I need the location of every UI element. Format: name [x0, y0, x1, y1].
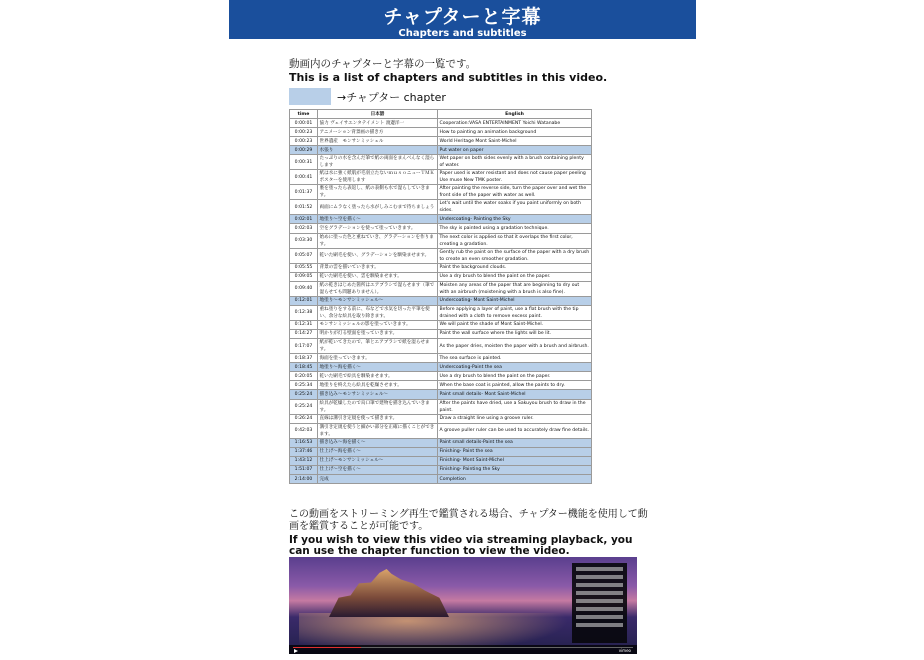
cell-time: 0:25:24	[290, 399, 318, 414]
cell-time: 0:03:30	[290, 233, 318, 248]
chapter-menu-item[interactable]	[576, 599, 623, 603]
cell-time: 0:14:27	[290, 329, 318, 338]
chapter-menu-item[interactable]	[576, 583, 623, 587]
cell-jp: 仕上げ～海を描く～	[318, 447, 438, 456]
header-time: time	[290, 110, 318, 119]
cell-en: Moisten any areas of the paper that are beginning to dry out with an airbrush (moistening with a brush is also fine).	[438, 281, 592, 296]
cell-en: Undercoating- Painting the Sky	[438, 215, 592, 224]
cell-en: When the base coat is painted, allow the paints to dry.	[438, 381, 592, 390]
cell-time: 1:37:46	[290, 447, 318, 456]
cell-jp: 直線は溝引き定規を使って描きます。	[318, 414, 438, 423]
chapter-legend-label: →チャプター chapter	[337, 90, 446, 104]
subtitle-row	[290, 200, 592, 215]
cell-time: 0:09:05	[290, 272, 318, 281]
cell-en: The next color is applied so that it overlaps the first color, creating a gradation.	[438, 233, 592, 248]
cell-jp: 両面にムラなく塗ったら水がしみこむまで待ちましょう	[318, 200, 438, 215]
cell-jp: 紙が乾いてきたので、筆とエアブラシで紙を湿らせます。	[318, 339, 438, 354]
chapter-row	[290, 447, 592, 456]
subtitle-row	[290, 128, 592, 137]
page-title-jp: チャプターと字幕	[383, 6, 542, 28]
cell-time: 1:51:07	[290, 465, 318, 474]
cell-en: Cooperation:VASA ENTERTAINMENT Yoichi Watanabe	[438, 119, 592, 128]
subtitle-row	[290, 339, 592, 354]
table-header-row	[290, 110, 592, 119]
chapter-row	[290, 465, 592, 474]
subtitle-row	[290, 137, 592, 146]
cell-time: 0:42:03	[290, 423, 318, 438]
chapter-menu-item[interactable]	[576, 591, 623, 595]
subtitle-row	[290, 248, 592, 263]
cell-time: 2:14:00	[290, 474, 318, 483]
subtitle-row	[290, 119, 592, 128]
cell-time: 0:20:05	[290, 372, 318, 381]
cell-en: Gently rub the paint on the surface of the paper with a dry brush to create an even smoother gradation.	[438, 248, 592, 263]
cell-en: Put water on paper	[438, 146, 592, 155]
cell-en: The sky is painted using a gradation technique.	[438, 224, 592, 233]
cell-time: 0:25:34	[290, 381, 318, 390]
cell-jp: モンサンミッシェルの影を塗っていきます。	[318, 320, 438, 329]
subtitle-row	[290, 272, 592, 281]
chapter-menu-item[interactable]	[576, 615, 623, 619]
cell-en: Finishing- Painting the Sky	[438, 465, 592, 474]
cell-en: After painting the reverse side, turn the paper over and wet the front side of the paper with water as well.	[438, 185, 592, 200]
cell-jp: 裏を塗ったら表返し、紙の表側も水で湿らしていきます。	[318, 185, 438, 200]
cell-jp: たっぷりの水を含んだ筆で紙の両面をまんべんなく湿らします	[318, 155, 438, 170]
cell-en: Completion	[438, 474, 592, 483]
cell-time: 0:26:24	[290, 414, 318, 423]
cell-jp: 仕上げ～空を描く～	[318, 465, 438, 474]
cell-time: 0:00:01	[290, 119, 318, 128]
cell-en: Finishing- Paint the sea	[438, 447, 592, 456]
cell-en: Undercoating-Paint the sea	[438, 363, 592, 372]
subtitle-row	[290, 170, 592, 185]
progress-bar[interactable]	[293, 647, 633, 649]
cell-time: 0:25:24	[290, 390, 318, 399]
chapter-row	[290, 363, 592, 372]
cell-en: Use a dry brush to blend the paint on the paper.	[438, 372, 592, 381]
header-japanese: 日本語	[318, 110, 438, 119]
cell-time: 1:16:53	[290, 438, 318, 447]
chapter-table	[289, 109, 592, 484]
chapter-legend	[289, 88, 446, 105]
chapter-menu-item[interactable]	[576, 575, 623, 579]
subtitle-row	[290, 423, 592, 438]
cell-en: Paint the wall surface where the lights will be lit.	[438, 329, 592, 338]
cell-jp: 重ね塗りをする前に、布などで水気を切った平筆を使い、余分な絵具を取り除きます。	[318, 305, 438, 320]
cell-time: 0:18:37	[290, 354, 318, 363]
cell-en: Finishing- Mont Saint-Michel	[438, 456, 592, 465]
cell-en: World Heritage Mont Saint-Michel	[438, 137, 592, 146]
subtitle-row	[290, 155, 592, 170]
chapter-row	[290, 456, 592, 465]
cell-jp: 地塗り～モンサンミッシェル～	[318, 296, 438, 305]
cell-jp: 紙の乾きはじめた箇所はエアブラシで湿らせます（筆で湿らせても問題ありません）。	[318, 281, 438, 296]
subtitle-row	[290, 354, 592, 363]
cell-time: 0:09:40	[290, 281, 318, 296]
progress-fill	[293, 647, 361, 649]
note-jp: この動画をストリーミング再生で鑑賞される場合、チャプター機能を使用して動画を鑑賞することが可能です。	[289, 509, 648, 532]
chapter-row	[290, 438, 592, 447]
cell-jp: 完成	[318, 474, 438, 483]
cell-jp: 描き込み～海を描く～	[318, 438, 438, 447]
cell-time: 0:02:03	[290, 224, 318, 233]
subtitle-row	[290, 263, 592, 272]
cell-jp: 地塗りを終えたら絵具を乾燥させます。	[318, 381, 438, 390]
cell-en: Wet paper on both sides evenly with a brush containing plenty of water.	[438, 155, 592, 170]
subtitle-row	[290, 185, 592, 200]
chapter-menu-item[interactable]	[576, 567, 623, 571]
chapter-menu-item[interactable]	[576, 623, 623, 627]
cell-en: Draw a straight line using a groove ruler.	[438, 414, 592, 423]
cell-jp: 乾いた刷毛を使い、雲を馴染ませます。	[318, 272, 438, 281]
cell-jp: 空をグラデーションを使って塗っていきます。	[318, 224, 438, 233]
cell-en: How to painting an animation background	[438, 128, 592, 137]
cell-jp: 地塗り～海を描く～	[318, 363, 438, 372]
cell-time: 0:00:23	[290, 128, 318, 137]
cell-time: 0:12:01	[290, 296, 318, 305]
cell-time: 0:05:07	[290, 248, 318, 263]
note-en: If you wish to view this video via streaming playback, you can use the chapter function to view the video.	[289, 534, 633, 557]
cell-en: Let's wait until the water soaks if you paint uniformly on both sides.	[438, 200, 592, 215]
cell-time: 0:01:37	[290, 185, 318, 200]
subtitle-row	[290, 381, 592, 390]
cell-en: Before applying a layer of paint, use a flat brush with the tip drained with a cloth to remove excess paint.	[438, 305, 592, 320]
chapter-row	[290, 296, 592, 305]
cell-time: 0:01:52	[290, 200, 318, 215]
cell-en: The sea surface is painted.	[438, 354, 592, 363]
subtitle-row	[290, 224, 592, 233]
cell-jp: アニメーション背景画の描き方	[318, 128, 438, 137]
cell-time: 0:00:31	[290, 155, 318, 170]
cell-jp: 紙は水に強く紙肌が毛羽立たないｍｕｓｏニューＴＭＫポスターを使用します	[318, 170, 438, 185]
video-player-screenshot[interactable]	[289, 557, 637, 654]
cell-en: Paint small details- Mont Saint-Michel	[438, 390, 592, 399]
cell-jp: 世界遺産 モンサンミッシェル	[318, 137, 438, 146]
streaming-note	[289, 509, 649, 557]
subtitle-row	[290, 281, 592, 296]
cell-time: 0:18:45	[290, 363, 318, 372]
intro-text	[289, 58, 649, 84]
cell-en: Paper used is water resistant and does not cause paper peeling Use muse New TMK poster.	[438, 170, 592, 185]
intro-en: This is a list of chapters and subtitles in this video.	[289, 71, 608, 84]
mont-saint-michel-painting	[329, 569, 449, 617]
cell-jp: 協力 ヴェイサエンタテイメント 渡邊洋一	[318, 119, 438, 128]
cell-en: We will paint the shade of Mont Saint-Michel.	[438, 320, 592, 329]
cell-jp: 水張り	[318, 146, 438, 155]
intro-jp: 動画内のチャプターと字幕の一覧です。	[289, 58, 477, 70]
chapter-row	[290, 146, 592, 155]
header-english: English	[438, 110, 592, 119]
page-title-en: Chapters and subtitles	[398, 28, 527, 39]
chapter-menu-item[interactable]	[576, 607, 623, 611]
cell-time: 1:43:12	[290, 456, 318, 465]
cell-time: 0:00:29	[290, 146, 318, 155]
cell-jp: 始めに塗った色と重ねていき、グラデーションを作ります。	[318, 233, 438, 248]
cell-time: 0:05:55	[290, 263, 318, 272]
cell-en: As the paper dries, moisten the paper with a brush and airbrush.	[438, 339, 592, 354]
subtitle-row	[290, 414, 592, 423]
chapter-color-swatch	[289, 88, 331, 105]
cell-en: Undercoating- Mont Saint-Michel	[438, 296, 592, 305]
chapter-row	[290, 390, 592, 399]
header-banner	[229, 0, 696, 39]
cell-jp: 描き込み～モンサンミッシェル～	[318, 390, 438, 399]
cell-en: Use a dry brush to blend the paint on the paper.	[438, 272, 592, 281]
cell-time: 0:12:38	[290, 305, 318, 320]
subtitle-row	[290, 320, 592, 329]
chapter-row	[290, 215, 592, 224]
cell-time: 0:00:23	[290, 137, 318, 146]
cell-time: 0:00:41	[290, 170, 318, 185]
subtitle-row	[290, 329, 592, 338]
cell-jp: 海面を塗っていきます。	[318, 354, 438, 363]
subtitle-row	[290, 399, 592, 414]
subtitle-row	[290, 372, 592, 381]
player-brand: vimeo	[618, 648, 631, 653]
cell-time: 0:17:07	[290, 339, 318, 354]
cell-jp: 地塗り～空を描く～	[318, 215, 438, 224]
cell-jp: 仕上げ～モンサンミッシェル～	[318, 456, 438, 465]
cell-en: After the paints have dried, use a Sakuyou brush to draw in the paint.	[438, 399, 592, 414]
cell-jp: 溝引き定規を使うと細かい部分を正確に描くことができます。	[318, 423, 438, 438]
cell-en: A groove puller ruler can be used to accurately draw fine details.	[438, 423, 592, 438]
cell-en: Paint small details-Paint the sea	[438, 438, 592, 447]
play-icon[interactable]	[294, 649, 298, 653]
chapter-row	[290, 474, 592, 483]
cell-time: 0:02:01	[290, 215, 318, 224]
cell-en: Paint the background clouds.	[438, 263, 592, 272]
cell-jp: 乾いた刷毛で絵具を馴染ませます。	[318, 372, 438, 381]
cell-jp: 絵具が乾燥したので烏口筆で建物を描き込んでいきます。	[318, 399, 438, 414]
cell-jp: 背景の雲を描いていきます。	[318, 263, 438, 272]
cell-jp: 乾いた刷毛を使い、グラデーションを馴染ませます。	[318, 248, 438, 263]
subtitle-row	[290, 305, 592, 320]
chapter-menu-panel[interactable]	[572, 563, 627, 643]
cell-jp: 明かりが灯る壁面を塗っていきます。	[318, 329, 438, 338]
subtitle-row	[290, 233, 592, 248]
cell-time: 0:12:31	[290, 320, 318, 329]
